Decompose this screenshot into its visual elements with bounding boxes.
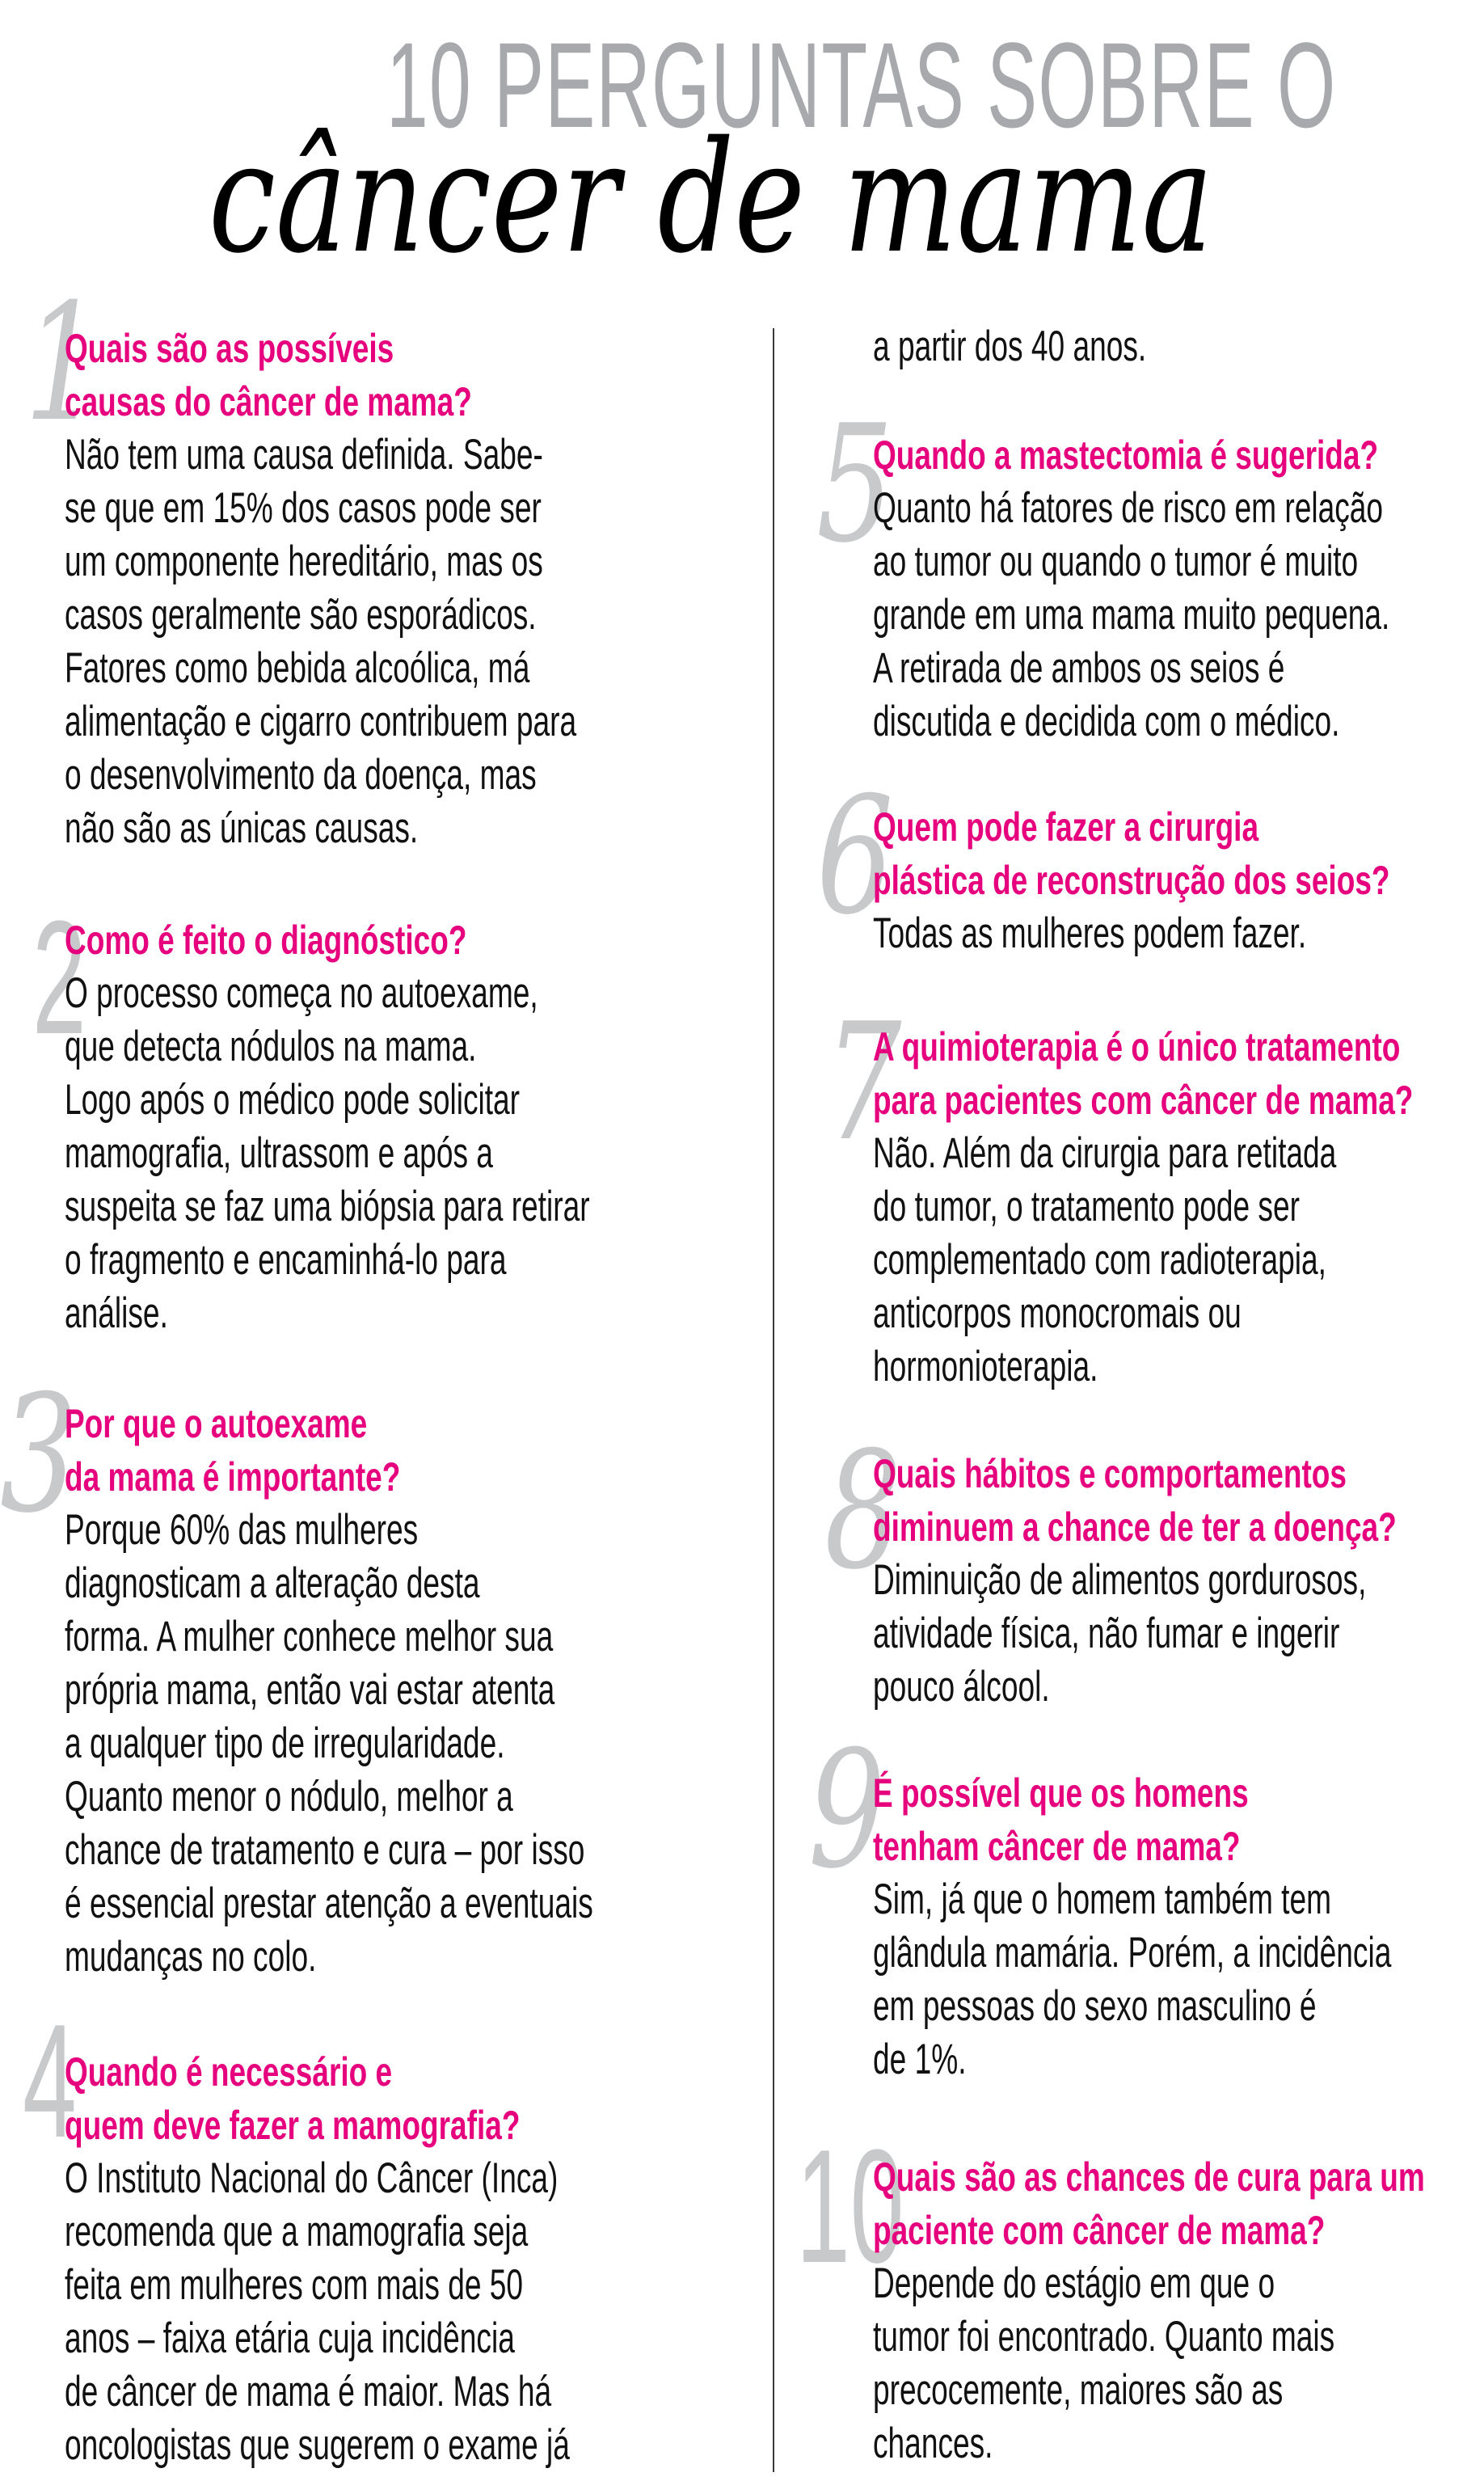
question-line: diminuem a chance de ter a doença? xyxy=(873,1504,1397,1550)
answer-line: grande em uma mama muito pequena. xyxy=(873,591,1390,639)
question-heading xyxy=(873,428,1484,482)
question-line: para pacientes com câncer de mama? xyxy=(873,1078,1414,1123)
question-line: Quando é necessário e xyxy=(65,2049,393,2095)
answer-line: em pessoas do sexo masculino é xyxy=(873,1982,1317,2030)
answer-line: oncologistas que sugerem o exame já xyxy=(65,2421,570,2469)
answer-line: atividade física, não fumar e ingerir xyxy=(873,1610,1340,1657)
answer-line: Diminuição de alimentos gordurosos, xyxy=(873,1556,1367,1604)
question-line: Por que o autoexame xyxy=(65,1401,368,1446)
answer-line: precocemente, maiores são as xyxy=(873,2366,1284,2414)
answer-line: feita em mulheres com mais de 50 xyxy=(65,2261,524,2309)
answer-line: anos – faixa etária cuja incidência xyxy=(65,2314,515,2362)
answer-line: não são as únicas causas. xyxy=(65,804,419,852)
question-heading xyxy=(873,1766,1484,1873)
answer-line: análise. xyxy=(65,1289,168,1337)
answer-line: diagnosticam a alteração desta xyxy=(65,1559,480,1607)
answer-line: o fragmento e encaminhá-lo para xyxy=(65,1236,507,1284)
question-heading xyxy=(873,2150,1484,2257)
answer-line: forma. A mulher conhece melhor sua xyxy=(65,1613,554,1660)
answer-line: de 1%. xyxy=(873,2036,967,2083)
answer-line: do tumor, o tratamento pode ser xyxy=(873,1183,1300,1230)
title-kicker: 10 PERGUNTAS SOBRE O xyxy=(386,17,1337,153)
question-number-2: 2 xyxy=(32,888,86,1068)
answer-line: de câncer de mama é maior. Mas há xyxy=(65,2368,552,2416)
question-line: Quais são as chances de cura para um xyxy=(873,2154,1425,2200)
answer-line: ao tumor ou quando o tumor é muito xyxy=(873,538,1359,585)
qa-item-4-continued xyxy=(873,320,1484,373)
answer-text xyxy=(873,1873,1484,2086)
answer-text xyxy=(65,967,744,1340)
answer-text xyxy=(873,1554,1484,1714)
question-line: causas do câncer de mama? xyxy=(65,379,472,424)
answer-line: a partir dos 40 anos. xyxy=(873,323,1147,370)
question-heading xyxy=(873,1447,1484,1554)
answer-line: pouco álcool. xyxy=(873,1663,1050,1711)
answer-line: se que em 15% dos casos pode ser xyxy=(65,484,542,532)
question-number-4: 4 xyxy=(23,1991,77,2171)
question-number-8: 8 xyxy=(824,1417,902,1605)
answer-text xyxy=(65,1504,744,1984)
answer-text xyxy=(65,428,744,855)
answer-text xyxy=(873,907,1484,960)
answer-line: própria mama, então vai estar atenta xyxy=(65,1666,555,1714)
question-heading xyxy=(65,1397,770,1504)
question-line: Quando a mastectomia é sugerida? xyxy=(873,432,1379,478)
answer-line: alimentação e cigarro contribuem para xyxy=(65,698,577,745)
answer-line: Não. Além da cirurgia para retitada xyxy=(873,1129,1337,1177)
qa-item-8 xyxy=(873,1447,1484,1714)
answer-line: mamografia, ultrassom e após a xyxy=(65,1129,493,1177)
question-line: da mama é importante? xyxy=(65,1454,401,1500)
qa-item-7 xyxy=(873,1020,1484,1394)
column-divider xyxy=(773,328,774,2472)
question-heading xyxy=(873,800,1484,907)
qa-item-3 xyxy=(65,1397,727,1984)
answer-line: o desenvolvimento da doença, mas xyxy=(65,751,537,799)
question-heading xyxy=(65,913,770,967)
answer-line: que detecta nódulos na mama. xyxy=(65,1023,477,1070)
question-heading xyxy=(873,1020,1484,1127)
answer-line: casos geralmente são esporádicos. xyxy=(65,591,537,639)
answer-line: tumor foi encontrado. Quanto mais xyxy=(873,2313,1335,2361)
answer-line: é essencial prestar atenção a eventuais xyxy=(65,1880,593,1927)
answer-line: mudanças no colo. xyxy=(65,1933,317,1981)
answer-line: Não tem uma causa definida. Sabe- xyxy=(65,431,543,479)
answer-text xyxy=(65,2152,744,2472)
question-number-3: 3 xyxy=(0,1361,78,1549)
qa-item-10 xyxy=(873,2150,1484,2470)
qa-item-5 xyxy=(873,428,1484,749)
answer-line: um componente hereditário, mas os xyxy=(65,538,543,585)
answer-text xyxy=(873,320,1484,373)
answer-line: Quanto há fatores de risco em relação xyxy=(873,484,1384,532)
answer-line: Porque 60% das mulheres xyxy=(65,1506,419,1554)
question-line: Como é feito o diagnóstico? xyxy=(65,918,467,963)
question-line: tenham câncer de mama? xyxy=(873,1824,1241,1869)
question-number-1: 1 xyxy=(24,269,102,458)
answer-line: anticorpos monocromais ou xyxy=(873,1289,1242,1337)
answer-text xyxy=(873,482,1484,749)
qa-item-2 xyxy=(65,913,727,1340)
answer-line: Quanto menor o nódulo, melhor a xyxy=(65,1773,513,1821)
answer-line: Logo após o médico pode solicitar xyxy=(65,1076,521,1124)
answer-text xyxy=(873,2257,1484,2470)
answer-line: A retirada de ambos os seios é xyxy=(873,644,1285,692)
question-number-5: 5 xyxy=(816,390,894,579)
question-line: Quais hábitos e comportamentos xyxy=(873,1451,1347,1496)
question-line: Quem pode fazer a cirurgia xyxy=(873,804,1259,850)
qa-item-4 xyxy=(65,2045,727,2472)
question-line: paciente com câncer de mama? xyxy=(873,2208,1326,2253)
question-heading xyxy=(65,2045,770,2152)
answer-line: Depende do estágio em que o xyxy=(873,2259,1275,2307)
question-line: plástica de reconstrução dos seios? xyxy=(873,858,1390,903)
answer-line: recomenda que a mamografia seja xyxy=(65,2208,529,2255)
answer-line: discutida e decidida com o médico. xyxy=(873,698,1340,745)
answer-line: O Instituto Nacional do Câncer (Inca) xyxy=(65,2154,559,2202)
answer-line: suspeita se faz uma biópsia para retirar xyxy=(65,1183,590,1230)
qa-item-9 xyxy=(873,1766,1484,2086)
answer-line: O processo começa no autoexame, xyxy=(65,969,538,1017)
qa-item-1 xyxy=(65,322,727,855)
answer-line: Sim, já que o homem também tem xyxy=(873,1876,1332,1923)
answer-line: Todas as mulheres podem fazer. xyxy=(873,909,1307,957)
answer-text xyxy=(873,1127,1484,1394)
question-number-6: 6 xyxy=(816,762,894,951)
answer-line: chances. xyxy=(873,2420,993,2467)
answer-line: complementado com radioterapia, xyxy=(873,1236,1326,1284)
question-number-7: 7 xyxy=(824,989,902,1177)
answer-line: a qualquer tipo de irregularidade. xyxy=(65,1719,505,1767)
answer-line: chance de tratamento e cura – por isso xyxy=(65,1826,585,1874)
answer-line: Fatores como bebida alcoólica, má xyxy=(65,644,530,692)
question-line: É possível que os homens xyxy=(873,1770,1249,1816)
answer-line: glândula mamária. Porém, a incidência xyxy=(873,1929,1392,1977)
question-number-10: 10 xyxy=(796,2116,904,2297)
page-title: câncer de mama xyxy=(209,108,1213,287)
question-number-9: 9 xyxy=(808,1716,886,1905)
qa-item-6 xyxy=(873,800,1484,960)
question-heading xyxy=(65,322,770,428)
question-line: quem deve fazer a mamografia? xyxy=(65,2103,521,2148)
question-line: A quimioterapia é o único tratamento xyxy=(873,1024,1401,1070)
answer-line: hormonioterapia. xyxy=(873,1343,1098,1390)
question-line: Quais são as possíveis xyxy=(65,326,394,371)
